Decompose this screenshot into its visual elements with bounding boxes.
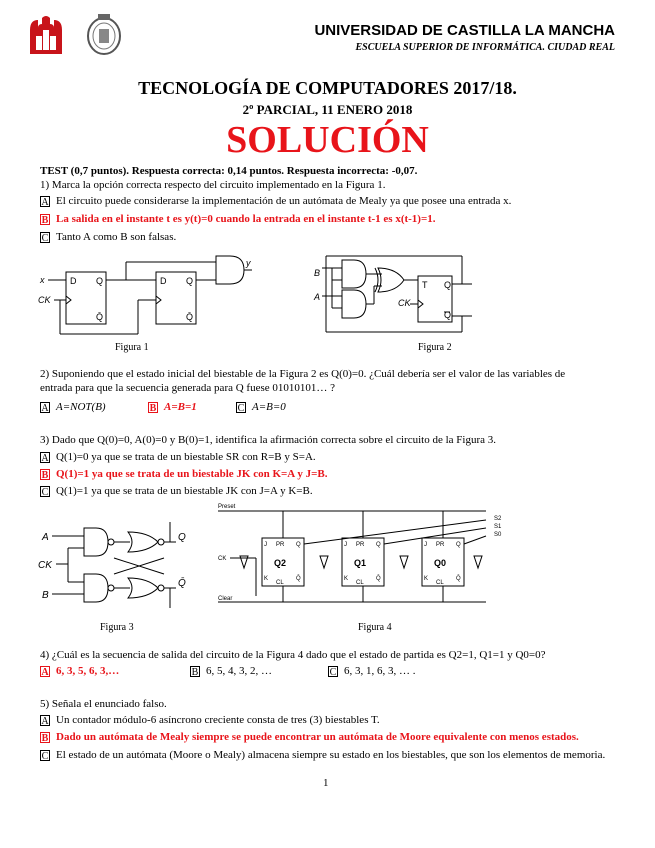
q1-option-c: C Tanto A como B son falsas. — [41, 231, 177, 244]
svg-text:B: B — [314, 268, 321, 278]
figure-3-diagram — [38, 518, 198, 614]
svg-text:Q: Q — [178, 532, 186, 543]
svg-text:B: B — [42, 590, 49, 601]
svg-text:CK: CK — [38, 295, 51, 305]
svg-text:J: J — [264, 542, 267, 548]
svg-text:CK: CK — [218, 556, 227, 562]
svg-text:J: J — [344, 542, 347, 548]
ff-q2 — [262, 538, 304, 586]
q1-text: 1) Marca la opción correcta respecto del circuito implementado en la Figura 1. — [40, 179, 386, 191]
test-header: TEST (0,7 puntos). Respuesta correcta: 0,14 puntos. Respuesta incorrecta: -0,07. — [40, 165, 418, 177]
svg-text:Q2: Q2 — [274, 558, 287, 568]
svg-text:K: K — [424, 576, 429, 582]
svg-text:Q̄: Q̄ — [296, 576, 301, 582]
figure-4-diagram — [216, 500, 514, 612]
svg-text:CL: CL — [276, 580, 284, 586]
q1-option-a: A El circuito puede considerarse la implementación de un autómata de Mealy ya que posee una entrada x. — [41, 195, 512, 208]
svg-text:PR: PR — [436, 542, 445, 548]
exam-title: TECNOLOGÍA DE COMPUTADORES 2017/18. — [138, 78, 517, 98]
svg-text:CL: CL — [356, 580, 364, 586]
q2-text-line1: 2) Suponiendo que el estado inicial del biestable de la Figura 2 es Q(0)=0. ¿Cuál debería ser el valor de las variables de — [40, 368, 566, 380]
svg-text:Q̄: Q̄ — [186, 312, 194, 322]
svg-text:D: D — [160, 276, 167, 286]
svg-text:Preset: Preset — [218, 504, 236, 510]
figure-3-caption: Figura 3 — [100, 622, 134, 633]
svg-text:Q0: Q0 — [434, 558, 447, 568]
school-seal-logo — [84, 12, 124, 56]
ff-q1 — [342, 538, 384, 586]
q5-text: 5) Señala el enunciado falso. — [40, 698, 167, 710]
svg-text:D: D — [70, 276, 77, 286]
svg-text:K: K — [344, 576, 349, 582]
q4-option-b: B 6, 5, 4, 3, 2, … — [191, 665, 272, 678]
exam-subtitle: 2º PARCIAL, 11 ENERO 2018 — [242, 102, 413, 117]
svg-text:Q̄: Q̄ — [96, 312, 104, 322]
q2-option-b: B A=B=1 — [149, 401, 197, 414]
svg-text:Clear: Clear — [218, 596, 233, 602]
svg-text:Q1: Q1 — [354, 558, 367, 568]
svg-text:K: K — [264, 576, 269, 582]
q2-option-c: C A=B=0 — [237, 401, 286, 414]
q2-option-a: A A=NOT(B) — [41, 401, 106, 414]
svg-text:Q̄: Q̄ — [178, 578, 186, 589]
svg-text:y: y — [246, 258, 251, 268]
svg-text:Q: Q — [376, 542, 381, 548]
svg-text:CK: CK — [398, 298, 411, 308]
svg-text:J: J — [424, 542, 427, 548]
svg-text:CK: CK — [38, 560, 52, 571]
svg-text:PR: PR — [356, 542, 365, 548]
q3-option-b: B Q(1)=1 ya que se trata de un biestable JK con K=A y J=B. — [41, 468, 328, 481]
svg-text:S0: S0 — [494, 532, 502, 538]
q3-text: 3) Dado que Q(0)=0, A(0)=0 y B(0)=1, identifica la afirmación correcta sobre el circuito de la Figura 3. — [40, 434, 497, 446]
q5-option-c: C El estado de un autómata (Moore o Mealy) almacena siempre su estado en los biestables, que son los elementos de memoria. — [41, 749, 606, 762]
svg-text:Q̄: Q̄ — [376, 576, 381, 582]
q5-option-a: A Un contador módulo-6 asíncrono creciente consta de tres (3) biestables T. — [41, 714, 380, 727]
q4-option-c: C 6, 3, 1, 6, 3, … . — [329, 665, 416, 678]
svg-text:Q: Q — [296, 542, 301, 548]
svg-text:S1: S1 — [494, 524, 502, 530]
svg-text:Q: Q — [456, 542, 461, 548]
figure-1-caption: Figura 1 — [115, 342, 149, 353]
q3-option-c: C Q(1)=1 ya que se trata de un biestable JK con J=A y K=B. — [41, 485, 313, 498]
university-name: UNIVERSIDAD DE CASTILLA LA MANCHA — [314, 22, 615, 39]
figure-4-caption: Figura 4 — [358, 622, 392, 633]
q4-text: 4) ¿Cuál es la secuencia de salida del circuito de la Figura 4 dado que el estado de partida es Q2=1, Q1=1 y Q0=0? — [40, 649, 546, 661]
svg-text:PR: PR — [276, 542, 285, 548]
figure-1-diagram — [38, 254, 270, 344]
svg-text:Q: Q — [444, 280, 452, 290]
solution-heading: SOLUCIÓN — [226, 119, 429, 161]
q3-option-a: A Q(1)=0 ya que se trata de un biestable SR con R=B y S=A. — [41, 451, 316, 464]
uclm-logo — [26, 14, 66, 58]
svg-text:x: x — [40, 275, 45, 285]
svg-text:Q̄: Q̄ — [456, 576, 461, 582]
q1-option-b: B La salida en el instante t es y(t)=0 cuando la entrada en el instante t-1 es x(t-1)=1. — [41, 213, 436, 226]
page-number: 1 — [323, 777, 329, 789]
school-name: ESCUELA SUPERIOR DE INFORMÁTICA. CIUDAD REAL — [355, 42, 615, 53]
svg-text:S2: S2 — [494, 516, 502, 522]
svg-text:Q: Q — [96, 276, 104, 286]
svg-text:T: T — [422, 280, 428, 290]
q5-option-b: B Dado un autómata de Mealy siempre se puede encontrar un autómata de Moore equivalente con menos estados. — [41, 731, 579, 744]
svg-text:Q: Q — [444, 310, 452, 320]
ff-q0 — [422, 538, 464, 586]
q4-option-a: A 6, 3, 5, 6, 3,… — [41, 665, 120, 678]
svg-text:A: A — [42, 532, 49, 543]
svg-text:Q: Q — [186, 276, 194, 286]
svg-text:CL: CL — [436, 580, 444, 586]
svg-text:A: A — [314, 292, 321, 302]
figure-2-caption: Figura 2 — [418, 342, 452, 353]
figure-2-diagram — [312, 252, 482, 338]
q2-text-line2: entrada para que la secuencia generada para Q fuese 01010101… ? — [40, 382, 336, 394]
